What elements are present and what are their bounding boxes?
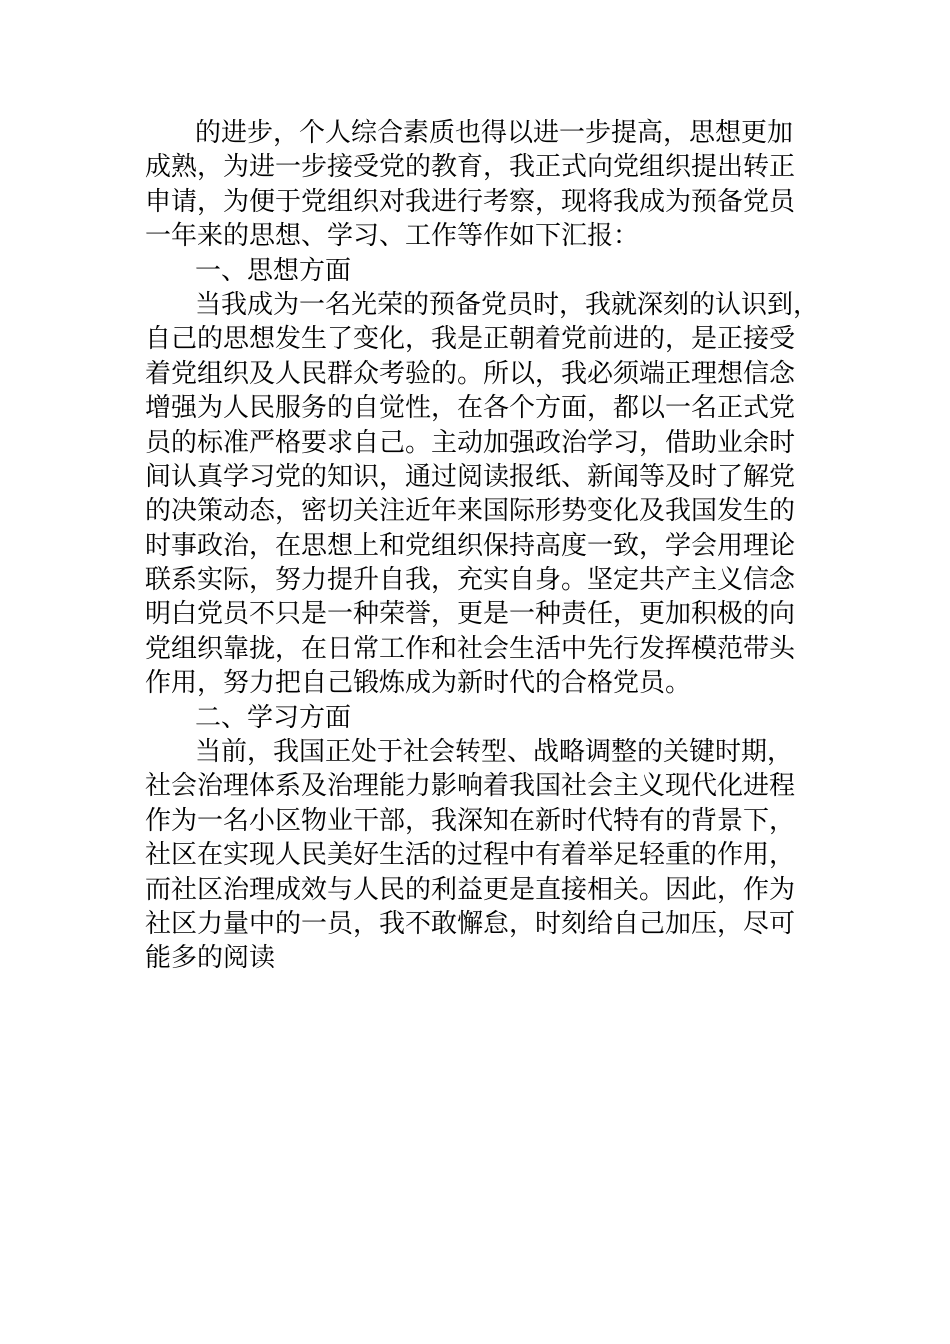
text-line: 间认真学习党的知识，通过阅读报纸、新闻等及时了解党: [145, 461, 796, 492]
text-line: 着党组织及人民群众考验的。所以，我必须端正理想信念: [145, 358, 796, 389]
text-line: 作用，努力把自己锻炼成为新时代的合格党员。: [145, 668, 692, 699]
text-line: 联系实际，努力提升自我，充实自身。坚定共产主义信念: [145, 565, 796, 596]
text-line: 明白党员不只是一种荣誉，更是一种责任，更加积极的向: [145, 599, 796, 630]
text-line: 的决策动态，密切关注近年来国际形势变化及我国发生的: [145, 496, 796, 527]
text-line: 而社区治理成效与人民的利益更是直接相关。因此，作为: [145, 874, 796, 905]
text-line: 时事政治，在思想上和党组织保持高度一致，学会用理论: [145, 530, 796, 561]
text-line: 能多的阅读: [145, 943, 276, 974]
text-line: 当我成为一名光荣的预备党员时，我就深刻的认识到，: [195, 289, 820, 320]
text-line: 员的标准严格要求自己。主动加强政治学习，借助业余时: [145, 427, 796, 458]
text-line: 申请，为便于党组织对我进行考察，现将我成为预备党员: [145, 186, 796, 217]
text-line: 一年来的思想、学习、工作等作如下汇报：: [145, 221, 640, 252]
document-body: [145, 116, 835, 976]
text-line: 社区在实现人民美好生活的过程中有着举足轻重的作用，: [145, 840, 796, 871]
text-line: 的进步，个人综合素质也得以进一步提高，思想更加: [195, 118, 794, 148]
text-line: 增强为人民服务的自觉性，在各个方面，都以一名正式党: [145, 393, 796, 424]
section-heading: 二、学习方面: [195, 702, 352, 733]
text-line: 社区力量中的一员，我不敢懈怠，时刻给自己加压，尽可: [145, 908, 796, 939]
text-line: 当前，我国正处于社会转型、战略调整的关键时期，: [195, 737, 794, 768]
text-line: 自己的思想发生了变化，我是正朝着党前进的，是正接受: [145, 324, 796, 355]
text-line: 成熟，为进一步接受党的教育，我正式向党组织提出转正: [145, 152, 796, 183]
section-heading: 一、思想方面: [195, 255, 352, 286]
text-line: 党组织靠拢，在日常工作和社会生活中先行发挥模范带头: [145, 633, 796, 664]
text-line: 作为一名小区物业干部，我深知在新时代特有的背景下，: [145, 805, 796, 836]
text-line: 社会治理体系及治理能力影响着我国社会主义现代化进程: [145, 771, 796, 802]
